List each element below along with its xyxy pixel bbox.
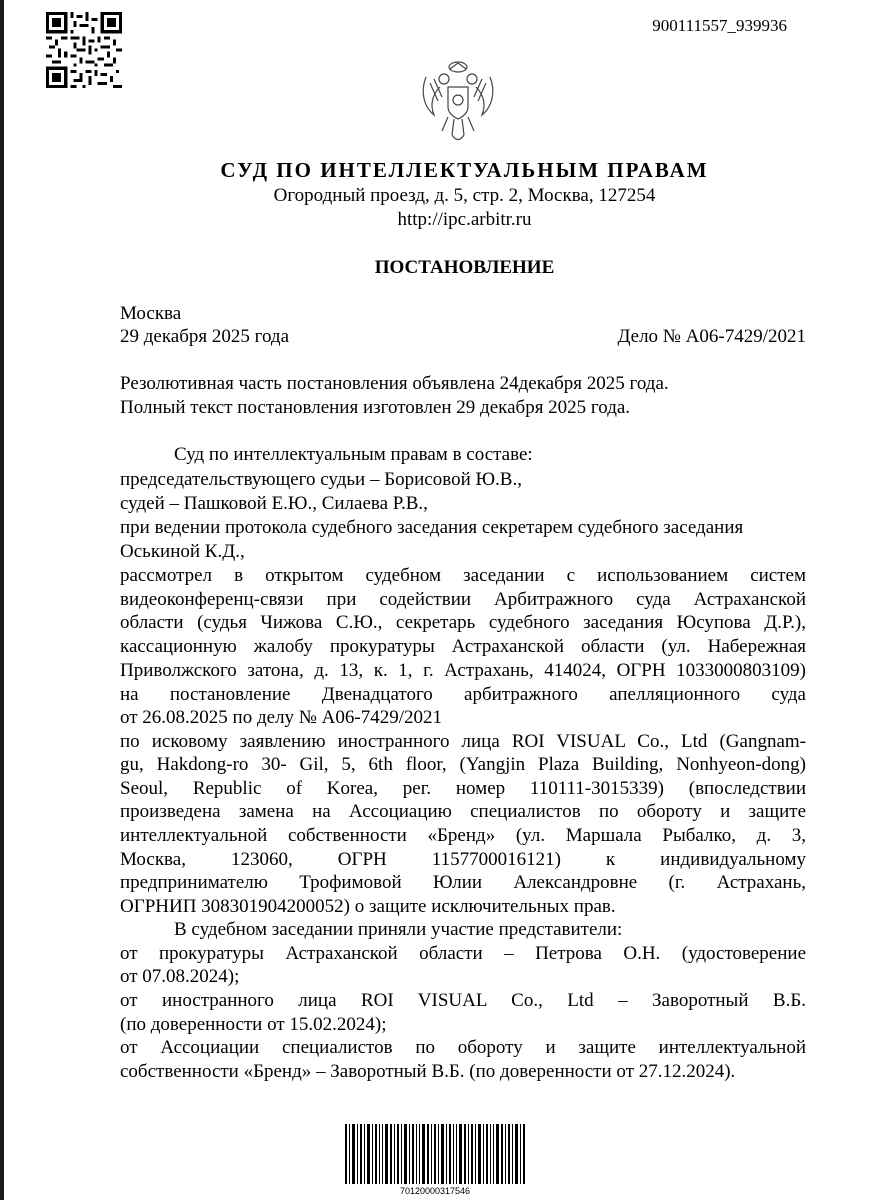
document-title: ПОСТАНОВЛЕНИЕ (374, 257, 555, 278)
text-line: на постановление Двенадцатого арбитражного апелляционного суда (120, 684, 806, 705)
text-line: Полный текст постановления изготовлен 29 декабря 2025 года. (120, 397, 631, 418)
text-line: собственности «Бренд» – Заворотный В.Б. (по доверенности от 27.12.2024). (120, 1061, 736, 1082)
text-line: (по доверенности от 15.02.2024); (120, 1014, 387, 1035)
text-line: Seoul, Republic of Korea, рег. номер 110111-3015339) (впоследствии (120, 778, 806, 799)
court-name: СУД ПО ИНТЕЛЛЕКТУАЛЬНЫМ ПРАВАМ (220, 158, 709, 182)
text-line: при ведении протокола судебного заседания секретарем судебного заседания (120, 517, 744, 538)
text-line: по исковому заявлению иностранного лица ROI VISUAL Co., Ltd (Gangnam- (120, 731, 806, 752)
text-line: рассмотрел в открытом судебном заседании с использованием систем (120, 565, 806, 586)
court-url: http://ipc.arbitr.ru (397, 209, 532, 230)
text-line: кассационную жалобу прокуратуры Астраханской области (ул. Набережная (120, 636, 806, 657)
text-line: Приволжского затона, д. 13, к. 1, г. Астрахань, 414024, ОГРН 1033000803109) (120, 660, 806, 681)
text-line: области (судья Чижова С.Ю., секретарь судебного заседания Юсупова Д.Р.), (120, 612, 806, 633)
text-line: В судебном заседании приняли участие представители: (174, 919, 623, 940)
text-line: от иностранного лица ROI VISUAL Co., Ltd – Заворотный В.Б. (120, 990, 806, 1011)
text-line: Резолютивная часть постановления объявлена 24декабря 2025 года. (120, 373, 669, 394)
text-line: судей – Пашковой Е.Ю., Силаева Р.В., (120, 493, 428, 514)
text-line: gu, Hakdong-ro 30- Gil, 5, 6th floor, (Yangjin Plaza Building, Nonhyeon-dong) (120, 754, 806, 775)
text-line: от прокуратуры Астраханской области – Петрова О.Н. (удостоверение (120, 943, 806, 964)
text-line: предпринимателю Трофимовой Юлии Александровне (г. Астрахань, (120, 872, 806, 893)
text-line: произведена замена на Ассоциацию специалистов по обороту и защите (120, 801, 806, 822)
text-line: ОГРНИП 308301904200052) о защите исключительных прав. (120, 896, 616, 917)
city: Москва (120, 303, 182, 324)
case-number: Дело № А06-7429/2021 (617, 326, 806, 347)
qr-code (46, 12, 122, 88)
text-line: от 26.08.2025 по делу № А06-7429/2021 (120, 707, 443, 728)
text-line: Суд по интеллектуальным правам в составе: (174, 444, 533, 465)
text-line: председательствующего судьи – Борисовой Ю.В., (120, 469, 522, 490)
barcode-number: 70120000317546 (399, 1186, 471, 1196)
text-line: интеллектуальной собственности «Бренд» (ул. Маршала Рыбалко, д. 3, (120, 825, 806, 846)
court-address: Огородный проезд, д. 5, стр. 2, Москва, 127254 (273, 185, 656, 206)
text-line: от Ассоциации специалистов по обороту и защите интеллектуальной (120, 1037, 806, 1058)
coat-of-arms-emblem (418, 57, 498, 143)
barcode (345, 1124, 525, 1184)
text-line: видеоконференц-связи при содействии Арбитражного суда Астраханской (120, 589, 806, 610)
text-line: от 07.08.2024); (120, 966, 240, 987)
text-line: Москва, 123060, ОГРН 1157700016121) к индивидуальному (120, 849, 806, 870)
document-id: 900111557_939936 (652, 16, 787, 35)
document-date: 29 декабря 2025 года (120, 326, 290, 347)
text-line: Оськиной К.Д., (120, 541, 245, 562)
